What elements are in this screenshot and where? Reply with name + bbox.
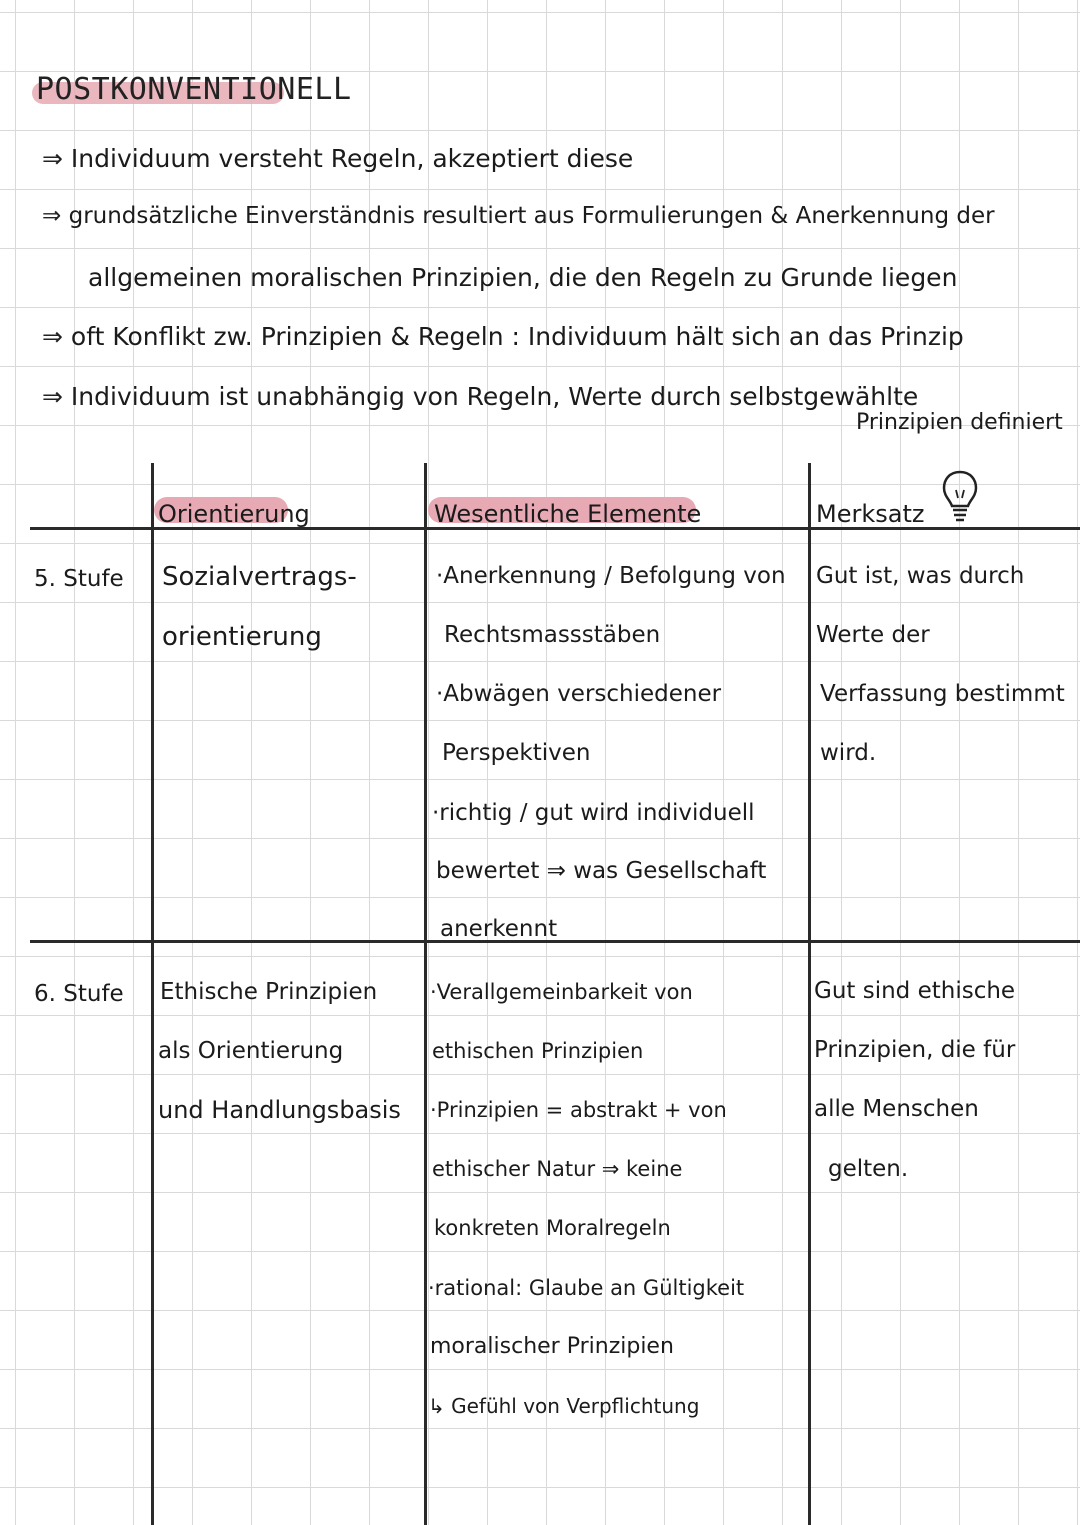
- stage-6-element: konkreten Moralregeln: [434, 1216, 671, 1240]
- table-divider-1: [151, 463, 154, 1525]
- stage-6-label: 6. Stufe: [34, 981, 124, 1007]
- stage-5-orientation: orientierung: [162, 622, 322, 652]
- stage-6-element: ·rational: Glaube an Gültigkeit: [428, 1276, 745, 1300]
- stage-6-element: ·Verallgemeinbarkeit von: [430, 980, 693, 1004]
- stage-5-element: Rechtsmassstäben: [444, 622, 661, 648]
- stage-5-element: ·Anerkennung / Befolgung von: [436, 563, 786, 589]
- stage-5-element: bewertet ⇒ was Gesellschaft: [436, 858, 767, 884]
- stage-6-orientation: als Orientierung: [158, 1038, 344, 1064]
- stage-6-element: ethischer Natur ⇒ keine: [432, 1157, 683, 1181]
- bullet-1: ⇒ Individuum versteht Regeln, akzeptiert diese: [42, 144, 634, 173]
- header-motto: Merksatz: [816, 500, 925, 528]
- table-divider-2: [424, 463, 427, 1525]
- bullet-4: ⇒ Individuum ist unabhängig von Regeln, Werte durch selbstgewählte: [42, 382, 919, 411]
- stage-6-motto: Prinzipien, die für: [814, 1037, 1016, 1063]
- stage-6-orientation: und Handlungsbasis: [158, 1096, 401, 1124]
- stage-6-motto: Gut sind ethische: [814, 978, 1016, 1004]
- stage-5-element: Perspektiven: [442, 740, 591, 766]
- stage-5-motto: wird.: [820, 740, 877, 766]
- stage-6-motto: gelten.: [828, 1156, 909, 1182]
- stage-5-motto: Gut ist, was durch: [816, 563, 1025, 589]
- stage-6-element: moralischer Prinzipien: [430, 1334, 674, 1359]
- stage-6-orientation: Ethische Prinzipien: [160, 979, 378, 1005]
- stage-5-element: ·richtig / gut wird individuell: [432, 800, 755, 826]
- stage-5-element: ·Abwägen verschiedener: [436, 681, 722, 707]
- page-title: POSTKONVENTIONELL: [36, 72, 352, 107]
- bullet-4-cont: Prinzipien definiert: [856, 410, 1063, 435]
- arrow-icon: ⇒: [42, 144, 63, 173]
- stage-5-motto: Werte der: [816, 622, 930, 648]
- bullet-2: ⇒ grundsätzliche Einverständnis resultiert aus Formulierungen & Anerkennung der: [42, 203, 995, 229]
- bullet-2-cont: allgemeinen moralischen Prinzipien, die den Regeln zu Grunde liegen: [88, 263, 958, 292]
- arrow-icon: ⇒: [42, 203, 62, 229]
- arrow-icon: ⇒: [42, 382, 63, 411]
- table-divider-3: [808, 463, 811, 1525]
- stage-6-element: ·Prinzipien = abstrakt + von: [430, 1098, 727, 1122]
- header-orientation: Orientierung: [158, 500, 310, 528]
- stage-5-element: anerkennt: [440, 916, 558, 942]
- stage-5-orientation: Sozialvertrags-: [162, 562, 357, 592]
- stage-5-motto: Verfassung bestimmt: [820, 681, 1065, 707]
- stage-5-label: 5. Stufe: [34, 566, 124, 592]
- stage-6-element: ↳ Gefühl von Verpflichtung: [428, 1394, 700, 1418]
- header-elements: Wesentliche Elemente: [434, 500, 702, 528]
- stage-6-motto: alle Menschen: [814, 1096, 979, 1122]
- stage-6-element: ethischen Prinzipien: [432, 1039, 644, 1063]
- arrow-icon: ⇒: [42, 322, 63, 351]
- bullet-3: ⇒ oft Konflikt zw. Prinzipien & Regeln : Individuum hält sich an das Prinzip: [42, 322, 964, 351]
- lightbulb-icon: [940, 468, 980, 528]
